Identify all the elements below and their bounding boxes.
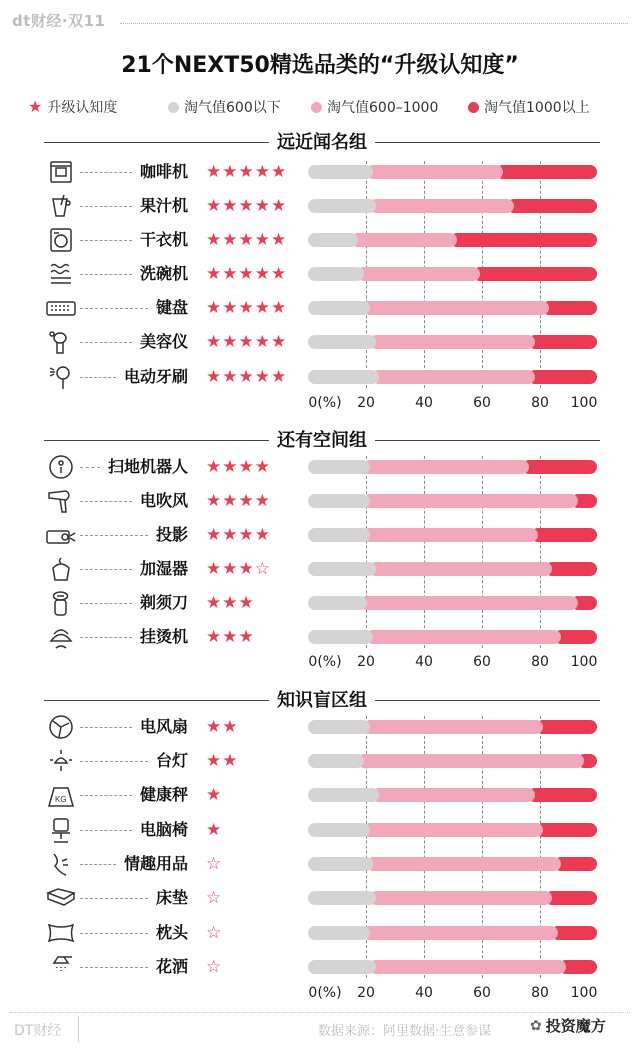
tick-label: 0(%) xyxy=(308,395,342,411)
gridline xyxy=(482,456,483,648)
gridlines xyxy=(0,456,640,648)
chart-title: 21个NEXT50精选品类的“升级认知度” xyxy=(121,53,519,78)
x-axis-ticks xyxy=(0,983,640,1005)
category-row xyxy=(0,362,640,392)
awareness-stars: ★ xyxy=(206,785,223,805)
x-axis-ticks xyxy=(0,652,640,674)
awareness-stars: ★★★★ xyxy=(206,457,271,477)
group-title: 远近闻名组 xyxy=(269,130,375,156)
bar-segment-mid xyxy=(372,370,535,384)
coffee-machine-icon xyxy=(46,159,76,185)
bar-segment-high xyxy=(496,165,597,179)
tick-label: 60 xyxy=(473,395,491,411)
bar-segment-low xyxy=(308,494,370,508)
awareness-stars: ★★★★★ xyxy=(206,367,288,387)
category-row xyxy=(0,918,640,948)
awareness-stars: ☆ xyxy=(206,957,223,977)
stacked-bar xyxy=(308,494,597,508)
leader-line xyxy=(80,535,148,536)
stacked-bar xyxy=(308,335,597,349)
leader-line xyxy=(80,967,148,968)
bar-segment-low xyxy=(308,857,373,871)
awareness-stars: ★★ xyxy=(206,717,239,737)
gridline xyxy=(424,456,425,648)
dot-icon xyxy=(311,102,322,113)
bar-segment-high xyxy=(545,562,597,576)
awareness-stars: ★★★ xyxy=(206,627,255,647)
bar-segment-mid xyxy=(360,596,578,610)
bar-segment-mid xyxy=(369,335,535,349)
awareness-stars: ★★★★★ xyxy=(206,332,288,352)
watermark xyxy=(530,1015,606,1036)
leader-line xyxy=(80,467,100,468)
leader-line xyxy=(80,206,132,207)
awareness-stars: ★★★★★ xyxy=(206,162,288,182)
category-label: 电吹风 xyxy=(139,491,188,510)
computer-chair-icon xyxy=(46,817,76,843)
category-row xyxy=(0,849,640,879)
category-label: 挂烫机 xyxy=(139,627,188,646)
leader-line xyxy=(80,864,116,865)
bar-segment-high xyxy=(522,460,597,474)
legend-item-low xyxy=(168,97,281,117)
stacked-bar xyxy=(308,370,597,384)
bar-segment-low xyxy=(308,596,367,610)
tick-label: 0(%) xyxy=(308,654,342,670)
beauty-device-icon xyxy=(46,329,76,355)
shower-head-icon xyxy=(46,954,76,980)
group-header xyxy=(44,688,600,714)
leader-line xyxy=(80,795,132,796)
bar-segment-mid xyxy=(363,720,543,734)
tick-label: 80 xyxy=(531,654,549,670)
leader-line xyxy=(80,377,116,378)
tick-label: 20 xyxy=(357,985,375,1001)
leader-line xyxy=(80,637,132,638)
category-row xyxy=(0,883,640,913)
category-label: 键盘 xyxy=(155,298,188,317)
electric-fan-icon xyxy=(46,714,76,740)
awareness-stars: ★★★★★ xyxy=(206,298,288,318)
category-row xyxy=(0,225,640,255)
awareness-stars: ☆ xyxy=(206,854,223,874)
awareness-stars: ★★ xyxy=(206,751,239,771)
category-label: 加湿器 xyxy=(139,559,188,578)
bar-segment-low xyxy=(308,891,376,905)
bar-segment-mid xyxy=(363,823,543,837)
dot-icon xyxy=(168,102,179,113)
bar-segment-low xyxy=(308,630,373,644)
awareness-stars: ★ xyxy=(206,820,223,840)
awareness-stars: ☆ xyxy=(206,923,223,943)
garment-steamer-icon xyxy=(46,624,76,650)
bar-segment-high xyxy=(528,335,597,349)
leader-line xyxy=(80,603,132,604)
tick-label: 20 xyxy=(357,395,375,411)
watermark-label: 投资魔方 xyxy=(545,1017,606,1035)
bar-segment-low xyxy=(308,301,370,315)
category-row xyxy=(0,191,640,221)
bar-segment-high xyxy=(450,233,597,247)
awareness-stars: ★★★ xyxy=(206,593,255,613)
bar-segment-low xyxy=(308,960,376,974)
bar-segment-low xyxy=(308,788,379,802)
category-label: 干衣机 xyxy=(139,230,188,249)
category-label: 咖啡机 xyxy=(139,162,188,181)
category-row xyxy=(0,452,640,482)
category-label: 健康秤 xyxy=(139,785,188,804)
bar-segment-low xyxy=(308,754,364,768)
category-row xyxy=(0,327,640,357)
footer-separator xyxy=(78,1016,79,1042)
category-row xyxy=(0,952,640,982)
stacked-bar xyxy=(308,199,597,213)
bar-segment-mid xyxy=(369,960,567,974)
leader-line xyxy=(80,933,148,934)
robot-vacuum-icon xyxy=(46,454,76,480)
bar-segment-high xyxy=(545,891,597,905)
stacked-bar xyxy=(308,960,597,974)
stacked-bar xyxy=(308,788,597,802)
gridline xyxy=(540,456,541,648)
bar-segment-low xyxy=(308,199,376,213)
stacked-bar xyxy=(308,630,597,644)
bar-segment-mid xyxy=(372,788,535,802)
bar-segment-mid xyxy=(363,301,549,315)
category-label: 剃须刀 xyxy=(139,593,188,612)
bar-segment-low xyxy=(308,165,373,179)
svg-text:KG: KG xyxy=(55,795,67,804)
bar-segment-mid xyxy=(366,165,503,179)
legend-item-awareness xyxy=(28,97,117,117)
category-row xyxy=(0,780,640,810)
shaver-icon xyxy=(46,590,76,616)
category-row xyxy=(0,622,640,652)
leader-line xyxy=(80,727,132,728)
category-label: 床垫 xyxy=(155,888,188,907)
tick-label: 40 xyxy=(415,395,433,411)
category-label: 美容仪 xyxy=(139,332,188,351)
awareness-stars: ★★★☆ xyxy=(206,559,271,579)
tick-label: 20 xyxy=(357,654,375,670)
dishwasher-icon xyxy=(46,261,76,287)
bar-segment-low xyxy=(308,335,376,349)
tick-label: 100 xyxy=(570,395,598,411)
leader-line xyxy=(80,761,148,762)
bar-segment-mid xyxy=(351,233,456,247)
leader-line xyxy=(80,830,132,831)
awareness-stars: ★★★★ xyxy=(206,525,271,545)
group-title: 知识盲区组 xyxy=(269,688,375,714)
bar-segment-mid xyxy=(366,630,561,644)
bar-segment-mid xyxy=(366,857,561,871)
dt-logo: dt财经·双11 xyxy=(12,12,106,30)
leader-line xyxy=(80,501,132,502)
awareness-stars: ★★★★★ xyxy=(206,196,288,216)
category-label: 花洒 xyxy=(155,957,188,976)
data-source: 数据来源：阿里数据·生意参谋 xyxy=(318,1024,492,1039)
bar-segment-mid xyxy=(369,891,552,905)
bar-segment-mid xyxy=(363,528,538,542)
tick-label: 100 xyxy=(570,654,598,670)
stacked-bar xyxy=(308,267,597,281)
category-label: 电风扇 xyxy=(139,717,188,736)
stacked-bar xyxy=(308,562,597,576)
category-row xyxy=(0,293,640,323)
legend-label: 淘气值1000以上 xyxy=(484,100,590,116)
stacked-bar xyxy=(308,857,597,871)
gridline xyxy=(366,456,367,648)
category-row xyxy=(0,712,640,742)
bar-segment-mid xyxy=(363,494,578,508)
leader-line xyxy=(80,308,148,309)
group-title: 还有空间组 xyxy=(269,428,375,454)
stacked-bar xyxy=(308,891,597,905)
bar-segment-low xyxy=(308,720,370,734)
stacked-bar xyxy=(308,754,597,768)
legend-label: 淘气值600–1000 xyxy=(327,100,439,116)
category-label: 扫地机器人 xyxy=(107,457,188,476)
stacked-bar xyxy=(308,823,597,837)
desk-lamp-icon xyxy=(46,748,76,774)
tick-label: 60 xyxy=(473,654,491,670)
tick-label: 80 xyxy=(531,985,549,1001)
category-label: 台灯 xyxy=(155,751,188,770)
stacked-bar xyxy=(308,165,597,179)
legend-label: 淘气值600以下 xyxy=(184,100,281,116)
stacked-bar xyxy=(308,720,597,734)
bar-segment-low xyxy=(308,823,370,837)
category-row xyxy=(0,259,640,289)
bar-segment-high xyxy=(536,720,597,734)
dryer-icon xyxy=(46,227,76,253)
bar-segment-high xyxy=(528,370,597,384)
juicer-icon xyxy=(46,193,76,219)
bar-segment-low xyxy=(308,528,370,542)
legend xyxy=(18,97,630,121)
category-label: 电动牙刷 xyxy=(123,367,188,386)
legend-item-mid xyxy=(311,97,438,117)
category-row xyxy=(0,486,640,516)
awareness-stars: ☆ xyxy=(206,888,223,908)
hair-dryer-icon xyxy=(46,488,76,514)
dot-icon xyxy=(468,102,479,113)
bar-segment-high xyxy=(542,301,597,315)
category-row xyxy=(0,588,640,618)
bar-segment-low xyxy=(308,233,358,247)
category-label: 洗碗机 xyxy=(139,264,188,283)
star-icon: ★ xyxy=(28,97,43,116)
category-label: 枕头 xyxy=(155,923,188,942)
legend-item-high xyxy=(468,97,590,117)
tick-label: 40 xyxy=(415,654,433,670)
bar-segment-low xyxy=(308,460,370,474)
leader-line xyxy=(80,240,132,241)
category-row xyxy=(0,554,640,584)
category-label: 情趣用品 xyxy=(123,854,188,873)
group-header xyxy=(44,130,600,156)
bar-segment-high xyxy=(528,788,597,802)
mattress-icon xyxy=(46,885,76,911)
pillow-icon xyxy=(46,920,76,946)
stacked-bar xyxy=(308,926,597,940)
awareness-stars: ★★★★★ xyxy=(206,230,288,250)
bar-segment-mid xyxy=(369,562,552,576)
category-label: 电脑椅 xyxy=(139,820,188,839)
stacked-bar xyxy=(308,596,597,610)
category-row xyxy=(0,746,640,776)
bar-segment-mid xyxy=(363,460,529,474)
category-row xyxy=(0,815,640,845)
wechat-icon: ✿ xyxy=(530,1017,542,1034)
tick-label: 60 xyxy=(473,985,491,1001)
bar-segment-low xyxy=(308,926,370,940)
electric-toothbrush-icon xyxy=(46,364,76,390)
footer-brand: DT财经 xyxy=(14,1023,62,1039)
group-header xyxy=(44,428,600,454)
bar-segment-mid xyxy=(369,199,515,213)
adult-product-icon xyxy=(46,851,76,877)
category-row xyxy=(0,520,640,550)
bar-segment-high xyxy=(507,199,597,213)
stacked-bar xyxy=(308,528,597,542)
bar-segment-high xyxy=(536,823,597,837)
bar-segment-low xyxy=(308,267,364,281)
legend-label: 升级认知度 xyxy=(47,100,118,116)
stacked-bar xyxy=(308,301,597,315)
category-row xyxy=(0,157,640,187)
category-label: 投影 xyxy=(155,525,188,544)
bar-segment-low xyxy=(308,370,379,384)
bar-segment-mid xyxy=(363,926,558,940)
keyboard-icon xyxy=(46,295,76,321)
tick-label: 80 xyxy=(531,395,549,411)
bar-segment-high xyxy=(531,528,597,542)
projector-icon xyxy=(46,522,76,548)
health-scale-icon xyxy=(46,782,76,808)
stacked-bar xyxy=(308,233,597,247)
bar-segment-mid xyxy=(357,754,584,768)
bar-segment-mid xyxy=(357,267,480,281)
tick-label: 100 xyxy=(570,985,598,1001)
x-axis-ticks xyxy=(0,393,640,415)
tick-label: 40 xyxy=(415,985,433,1001)
tick-label: 0(%) xyxy=(308,985,342,1001)
awareness-stars: ★★★★ xyxy=(206,491,271,511)
awareness-stars: ★★★★★ xyxy=(206,264,288,284)
leader-line xyxy=(80,342,132,343)
leader-line xyxy=(80,898,148,899)
humidifier-icon xyxy=(46,556,76,582)
header-divider xyxy=(120,23,628,24)
bar-segment-low xyxy=(308,562,376,576)
category-label: 果汁机 xyxy=(139,196,188,215)
bar-segment-high xyxy=(473,267,597,281)
leader-line xyxy=(80,569,132,570)
leader-line xyxy=(80,274,132,275)
stacked-bar xyxy=(308,460,597,474)
leader-line xyxy=(80,172,132,173)
footer-divider xyxy=(10,1012,630,1013)
